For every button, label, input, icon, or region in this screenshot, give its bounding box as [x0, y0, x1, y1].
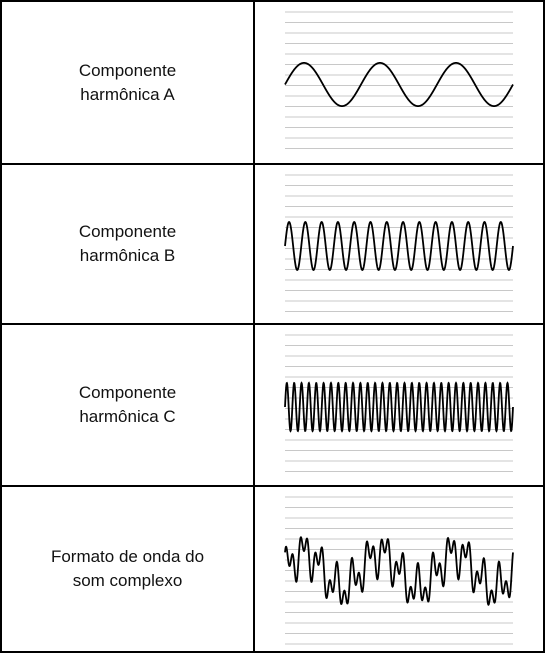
- wave-cell-harmonic-b: [253, 163, 545, 323]
- waveform-harmonic-a: [255, 2, 543, 163]
- waveform-harmonic-c: [255, 325, 543, 485]
- wave-cell-complex-sound: [253, 485, 545, 653]
- label-line-1: Formato de onda do: [50, 547, 205, 566]
- label-line-1: Componente: [78, 60, 177, 80]
- row-label-harmonic-b: [0, 163, 253, 323]
- label-text: [79, 381, 176, 429]
- label-line-2: harmônica B: [79, 246, 176, 265]
- label-text: [51, 545, 204, 593]
- row-label-harmonic-a: [0, 0, 253, 163]
- row-label-harmonic-c: [0, 323, 253, 485]
- wave-cell-harmonic-c: [253, 323, 545, 485]
- waveform-complex-sound: [255, 487, 543, 651]
- wave-cell-harmonic-a: [253, 0, 545, 163]
- row-label-complex-sound: [0, 485, 253, 653]
- waveform-line: [285, 222, 513, 270]
- label-line-1: Componente: [78, 383, 177, 402]
- label-line-2: harmônica C: [79, 407, 176, 426]
- label-line-2: som complexo: [72, 571, 183, 590]
- label-text: [79, 220, 176, 268]
- label-line-1: Componente: [78, 222, 177, 241]
- label-text: [79, 59, 176, 107]
- waveform-line: [285, 63, 513, 106]
- waveform-harmonic-b: [255, 165, 543, 323]
- label-line-2: harmônica A: [80, 84, 175, 104]
- waveform-line: [285, 383, 513, 431]
